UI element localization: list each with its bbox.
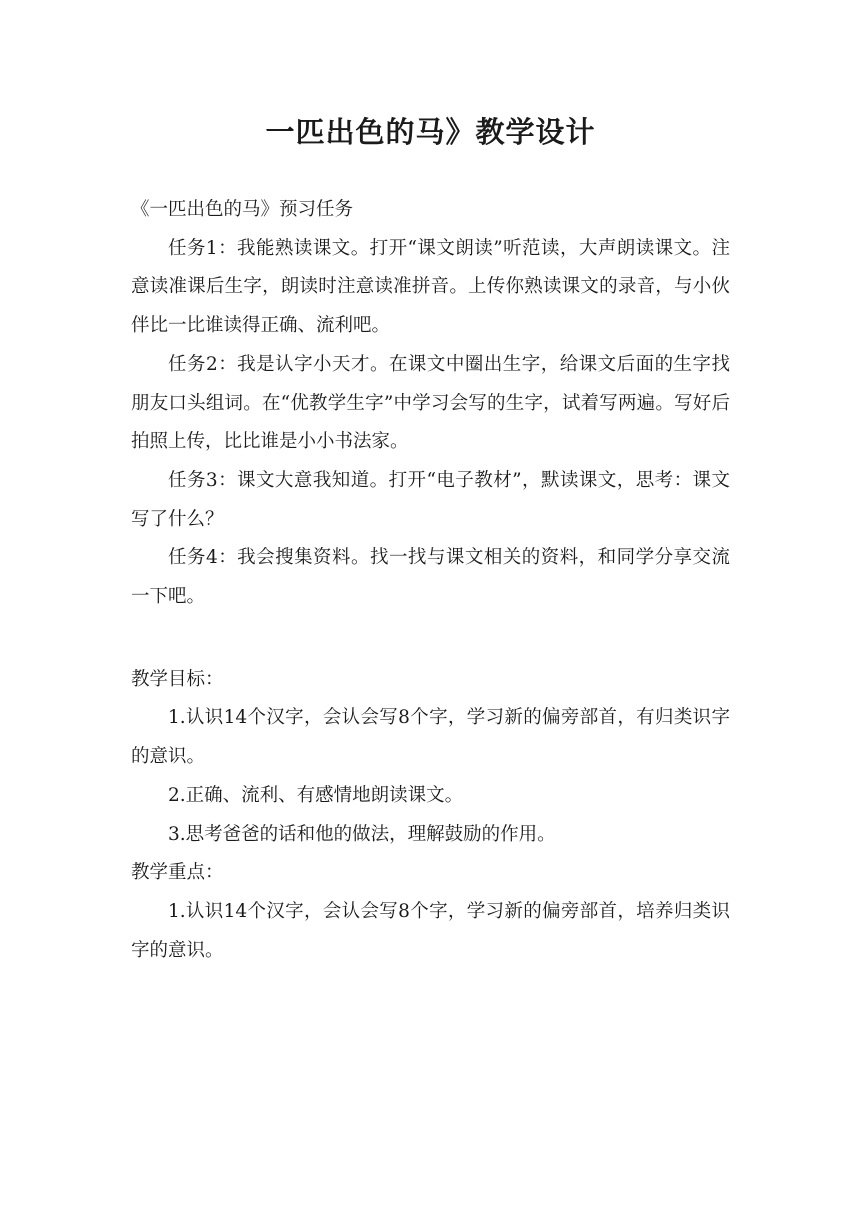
document-title: 一匹出色的马》教学设计: [265, 115, 596, 149]
task-paragraph: 任务2：我是认字小天才。在课文中圈出生字，给课文后面的生字找朋友口头组词。在“优教学生字”中学习会写的生字，试着写两遍。写好后拍照上传，比比谁是小小书法家。: [131, 353, 730, 453]
goal-item: 3.思考爸爸的话和他的做法，理解鼓励的作用。: [168, 823, 556, 845]
goal-item: 1.认识14个汉字，会认会写8个字，学习新的偏旁部首，有归类识字的意识。: [131, 707, 730, 768]
goals-heading: 教学目标：: [131, 668, 224, 690]
key-points-heading: 教学重点：: [131, 862, 224, 884]
task-paragraph: 任务3：课文大意我知道。打开“电子教材”，默读课文，思考：课文写了什么？: [131, 469, 730, 530]
goal-item: 2.正确、流利、有感情地朗读课文。: [168, 784, 464, 806]
task-paragraph: 任务1：我能熟读课文。打开“课文朗读”听范读，大声朗读课文。注意读准课后生字，朗读时注意读准拼音。上传你熟读课文的录音，与小伙伴比一比谁读得正确、流利吧。: [131, 237, 730, 337]
task-paragraph: 任务4：我会搜集资料。找一找与课文相关的资料，和同学分享交流一下吧。: [131, 547, 730, 608]
preview-heading: 《一匹出色的马》预习任务: [131, 199, 354, 220]
document-body: [131, 191, 730, 970]
section-spacer: [131, 617, 730, 661]
key-point-item: 1.认识14个汉字，会认会写8个字，学习新的偏旁部首，培养归类识字的意识。: [131, 900, 730, 961]
